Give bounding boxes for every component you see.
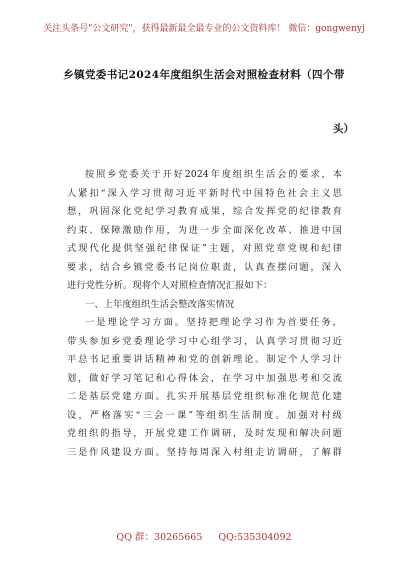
footer-qq-group: QQ 群：30265665 <box>116 532 203 543</box>
body-line-6: 要求，结合乡镇党委书记岗位职责，认真查摆问题，深入 <box>67 261 342 273</box>
body-line-4: 约束、保障激励作用，为进一步全面深化改革、推进中国 <box>67 224 342 236</box>
section-heading-1: 一、上年度组织生活会整改落实情况 <box>85 298 235 310</box>
body-line-10: 带头参加乡党委理论学习中心组学习，认真学习贯彻习近 <box>67 335 342 347</box>
document-body <box>67 166 342 462</box>
body-line-13: 二是基层党建方面。扎实开展基层党组织标准化规范化建 <box>67 391 342 402</box>
footer-qq-number: QQ:535304092 <box>218 532 292 543</box>
top-banner: 关注头条号"公文研究"，获得最新最全最专业的公文资料库！ 微信：gongwenyj <box>43 24 365 34</box>
document-title-continued: 头） <box>333 123 354 135</box>
body-line-16: 三是作风建设方面。坚持每周深入村组走访调研，了解群 <box>67 446 342 458</box>
body-line-12: 划，做好学习笔记和心得体会，在学习中加强思考和交流 <box>67 372 342 384</box>
body-line-9: 一是理论学习方面。坚持把理论学习作为首要任务， <box>85 317 342 328</box>
body-line-5: 式现代化提供坚强纪律保证”主题，对照党章党规和纪律 <box>67 243 342 254</box>
body-line-7: 进行党性分析。现将个人对照检查情况汇报如下： <box>67 280 273 291</box>
footer-contact <box>0 532 408 544</box>
document-title: 乡镇党委书记2024年度组织生活会对照检查材料（四个带 <box>63 69 345 81</box>
body-line-1: 按照乡党委关于开好2024年度组织生活会的要求，本 <box>85 169 342 180</box>
body-line-11: 平总书记重要讲话精神和党的创新理论。制定个人学习计 <box>67 354 342 365</box>
body-line-14: 设，严格落实“三会一课”等组织生活制度。加强对村级 <box>67 409 342 421</box>
body-line-2: 人紧扣“深入学习贯彻习近平新时代中国特色社会主义思 <box>67 187 342 199</box>
body-line-3: 想，巩固深化党纪学习教育成果，综合发挥党的纪律教育 <box>67 206 342 217</box>
body-line-15: 党组织的指导，开展党建工作调研，及时发现和解决问题 <box>67 428 342 439</box>
